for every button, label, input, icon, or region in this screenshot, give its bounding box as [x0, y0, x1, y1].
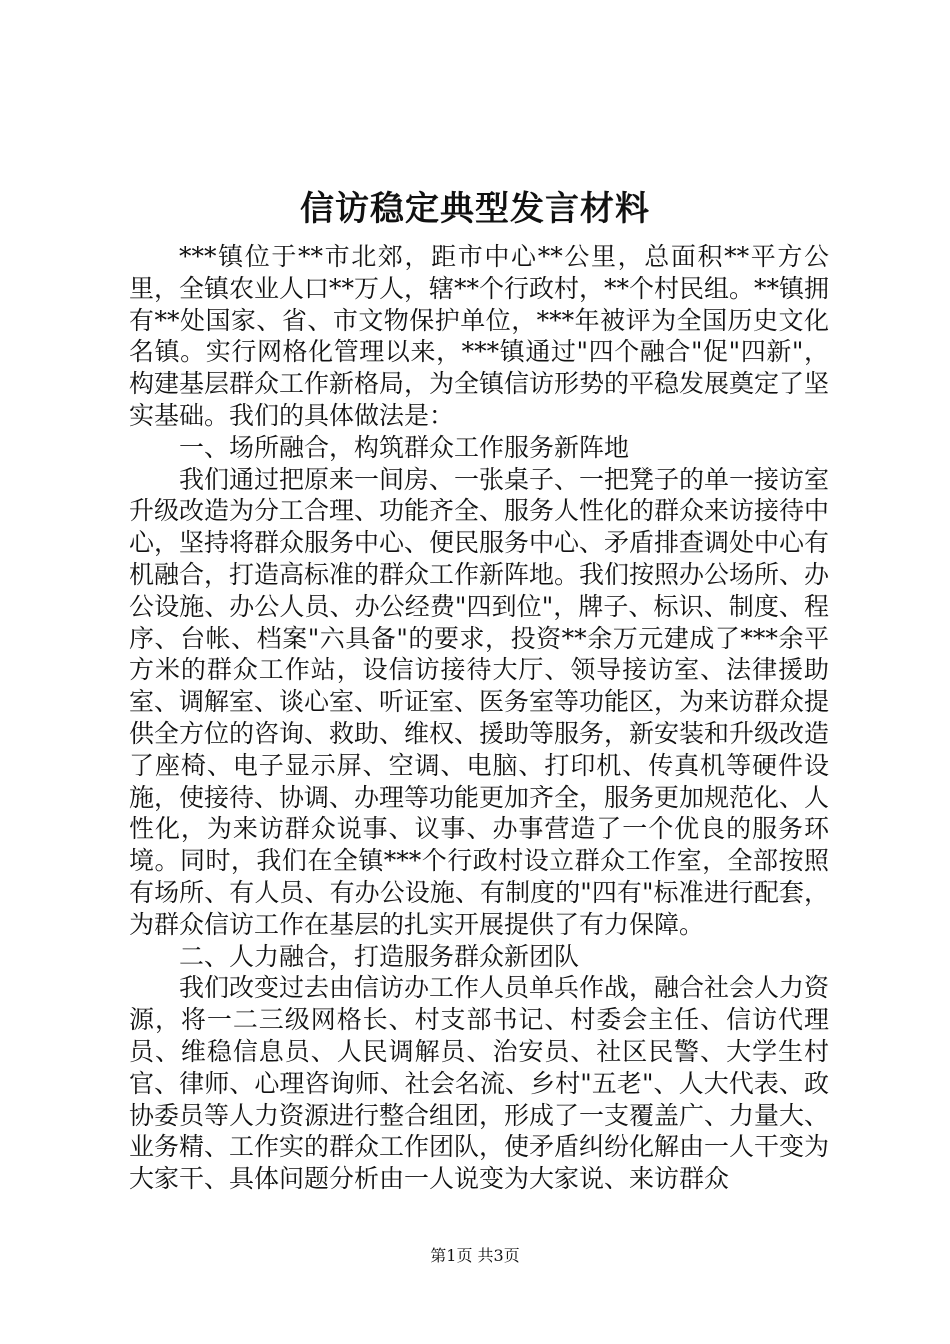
document-body [129, 241, 829, 1195]
intro-paragraph: ***镇位于**市北郊，距市中心**公里，总面积**平方公里，全镇农业人口**万人，辖**个行政村，**个村民组。**镇拥有**处国家、省、市文物保护单位，***年被评为全国历史文化名镇。实行网格化管理以来，***镇通过"四个融合"促"四新"，构建基层群众工作新格局，为全镇信访形势的平稳发展奠定了坚实基础。我们的具体做法是： [129, 242, 830, 430]
section-heading-1: 一、场所融合，构筑群众工作服务新阵地 [179, 432, 630, 462]
section-2-paragraph: 我们改变过去由信访办工作人员单兵作战，融合社会人力资源，将一二三级网格长、村支部书记、村委会主任、信访代理员、维稳信息员、人民调解员、治安员、社区民警、大学生村官、律师、心理咨询师、社会名流、乡村"五老"、人大代表、政协委员等人力资源进行整合组团，形成了一支覆盖广、力量大、业务精、工作实的群众工作团队，使矛盾纠纷化解由一人干变为大家干、具体问题分析由一人说变为大家说、来访群众 [129, 973, 830, 1194]
page-number-footer: 第1页 共3页 [430, 1246, 520, 1265]
document-title: 信访稳定典型发言材料 [300, 189, 650, 229]
section-heading-2: 二、人力融合，打造服务群众新团队 [179, 941, 580, 971]
section-1-paragraph: 我们通过把原来一间房、一张桌子、一把凳子的单一接访室升级改造为分工合理、功能齐全、服务人性化的群众来访接待中心，坚持将群众服务中心、便民服务中心、矛盾排查调处中心有机融合，打造高标准的群众工作新阵地。我们按照办公场所、办公设施、办公人员、办公经费"四到位"，牌子、标识、制度、程序、台帐、档案"六具备"的要求，投资**余万元建成了***余平方米的群众工作站，设信访接待大厅、领导接访室、法律援助室、调解室、谈心室、听证室、医务室等功能区，为来访群众提供全方位的咨询、救助、维权、援助等服务，新安装和升级改造了座椅、电子显示屏、空调、电脑、打印机、传真机等硬件设施，使接待、协调、办理等功能更加齐全，服务更加规范化、人性化，为来访群众说事、议事、办事营造了一个优良的服务环境。同时，我们在全镇***个行政村设立群众工作室，全部按照有场所、有人员、有办公设施、有制度的"四有"标准进行配套，为群众信访工作在基层的扎实开展提供了有力保障。 [129, 464, 830, 939]
